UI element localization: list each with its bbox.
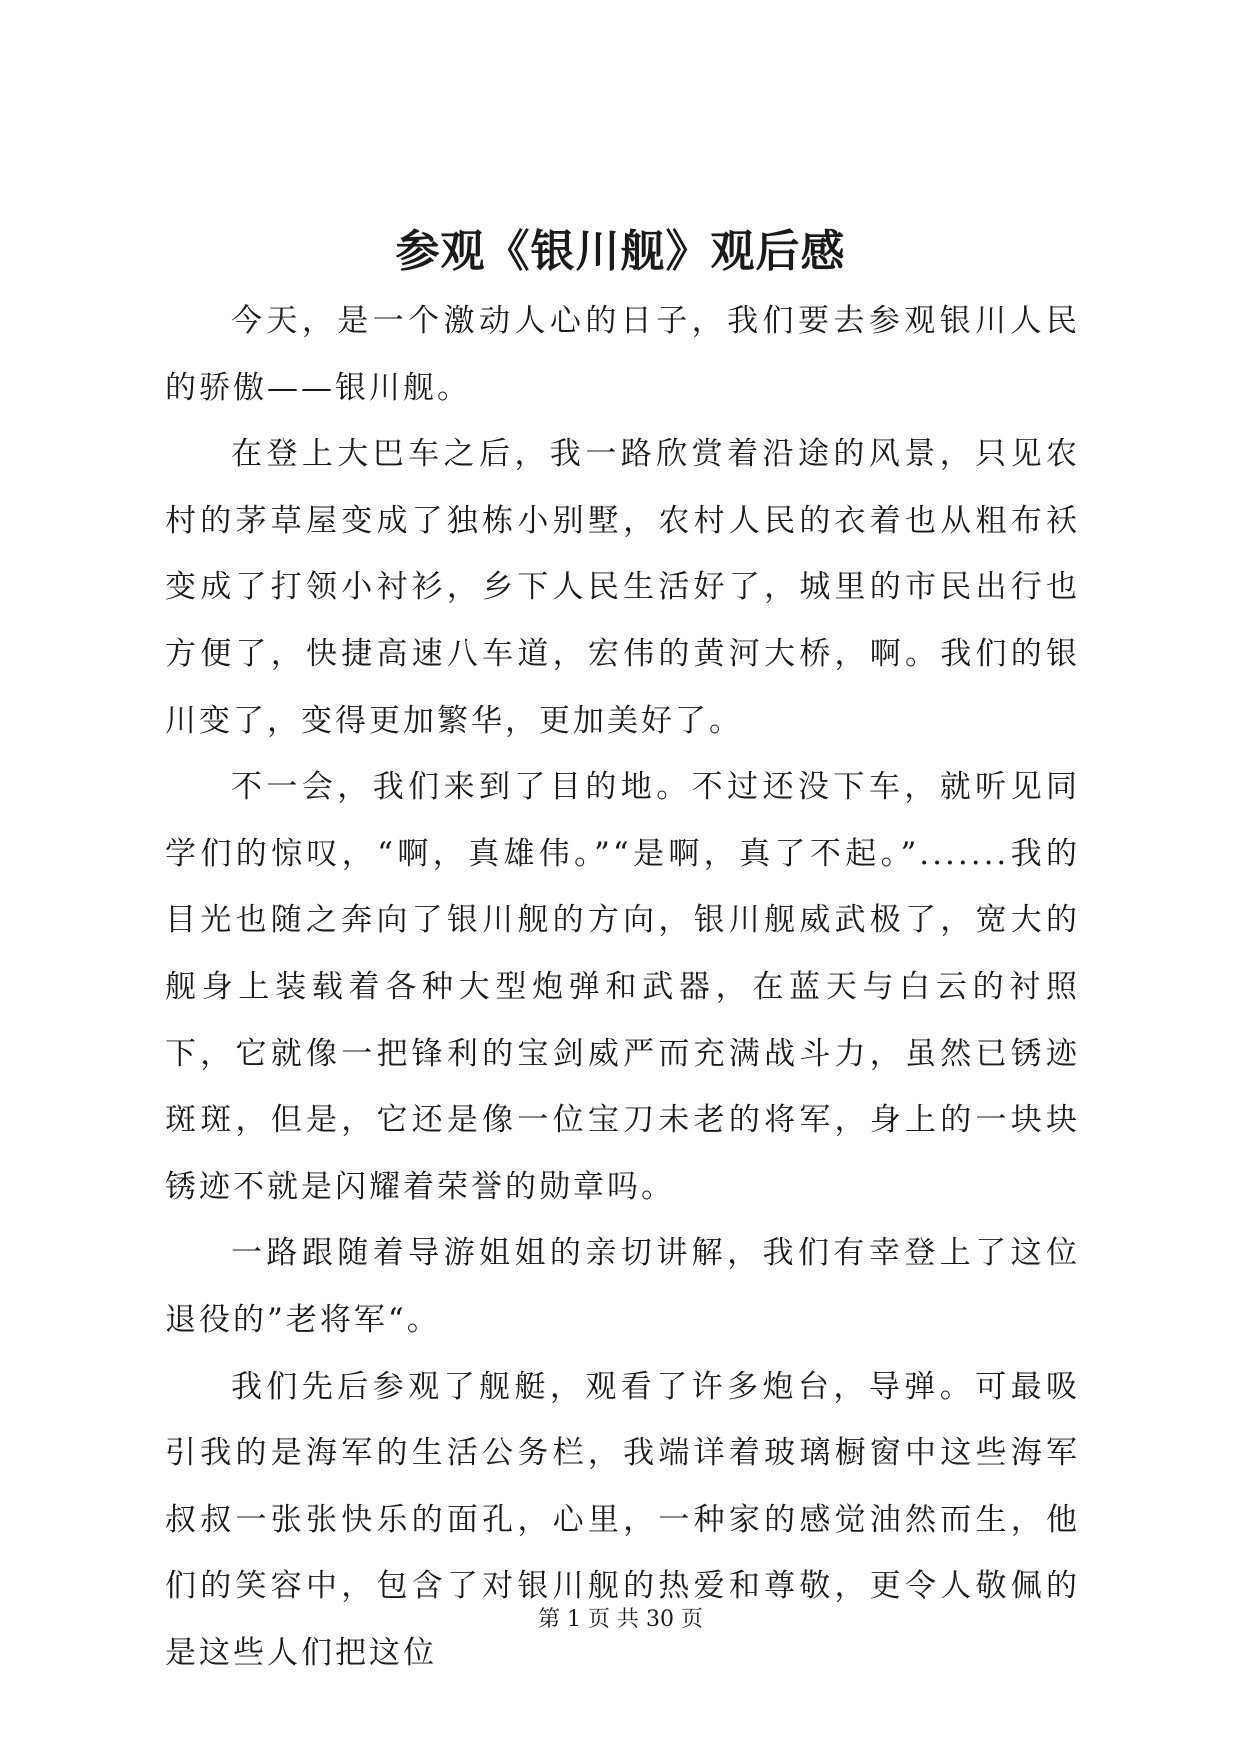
paragraph: 在登上大巴车之后，我一路欣赏着沿途的风景，只见农村的茅草屋变成了独栋小别墅，农村人民的衣着也从粗布袄变成了打领小衬衫，乡下人民生活好了，城里的市民出行也方便了，快捷高速八车道，宏伟的黄河大桥，啊。我们的银川变了，变得更加繁华，更加美好了。: [165, 436, 1080, 739]
paragraph: 一路跟随着导游姐姐的亲切讲解，我们有幸登上了这位退役的”老将军“。: [165, 1235, 1080, 1338]
paragraph: 我们先后参观了舰艇，观看了许多炮台，导弹。可最吸引我的是海军的生活公务栏，我端详着玻璃橱窗中这些海军叔叔一张张快乐的面孔，心里，一种家的感觉油然而生，他们的笑容中，包含了对银川舰的热爱和尊敬，更令人敬佩的是这些人们把这位: [165, 1368, 1080, 1671]
paragraph: 今天，是一个激动人心的日子，我们要去参观银川人民的骄傲——银川舰。: [165, 303, 1080, 406]
document-body: [165, 288, 1080, 1686]
page-number-footer: 第 1 页 共 30 页: [538, 1607, 703, 1632]
document-title: 参观《银川舰》观后感: [395, 226, 846, 277]
paragraph: 不一会，我们来到了目的地。不过还没下车，就听见同学们的惊叹，“啊，真雄伟。”“是啊，真了不起。”.......我的目光也随之奔向了银川舰的方向，银川舰威武极了，宽大的舰身上装载着各种大型炮弹和武器，在蓝天与白云的衬照下，它就像一把锋利的宝剑威严而充满战斗力，虽然已锈迹斑斑，但是，它还是像一位宝刀未老的将军，身上的一块块锈迹不就是闪耀着荣誉的勋章吗。: [165, 769, 1080, 1205]
